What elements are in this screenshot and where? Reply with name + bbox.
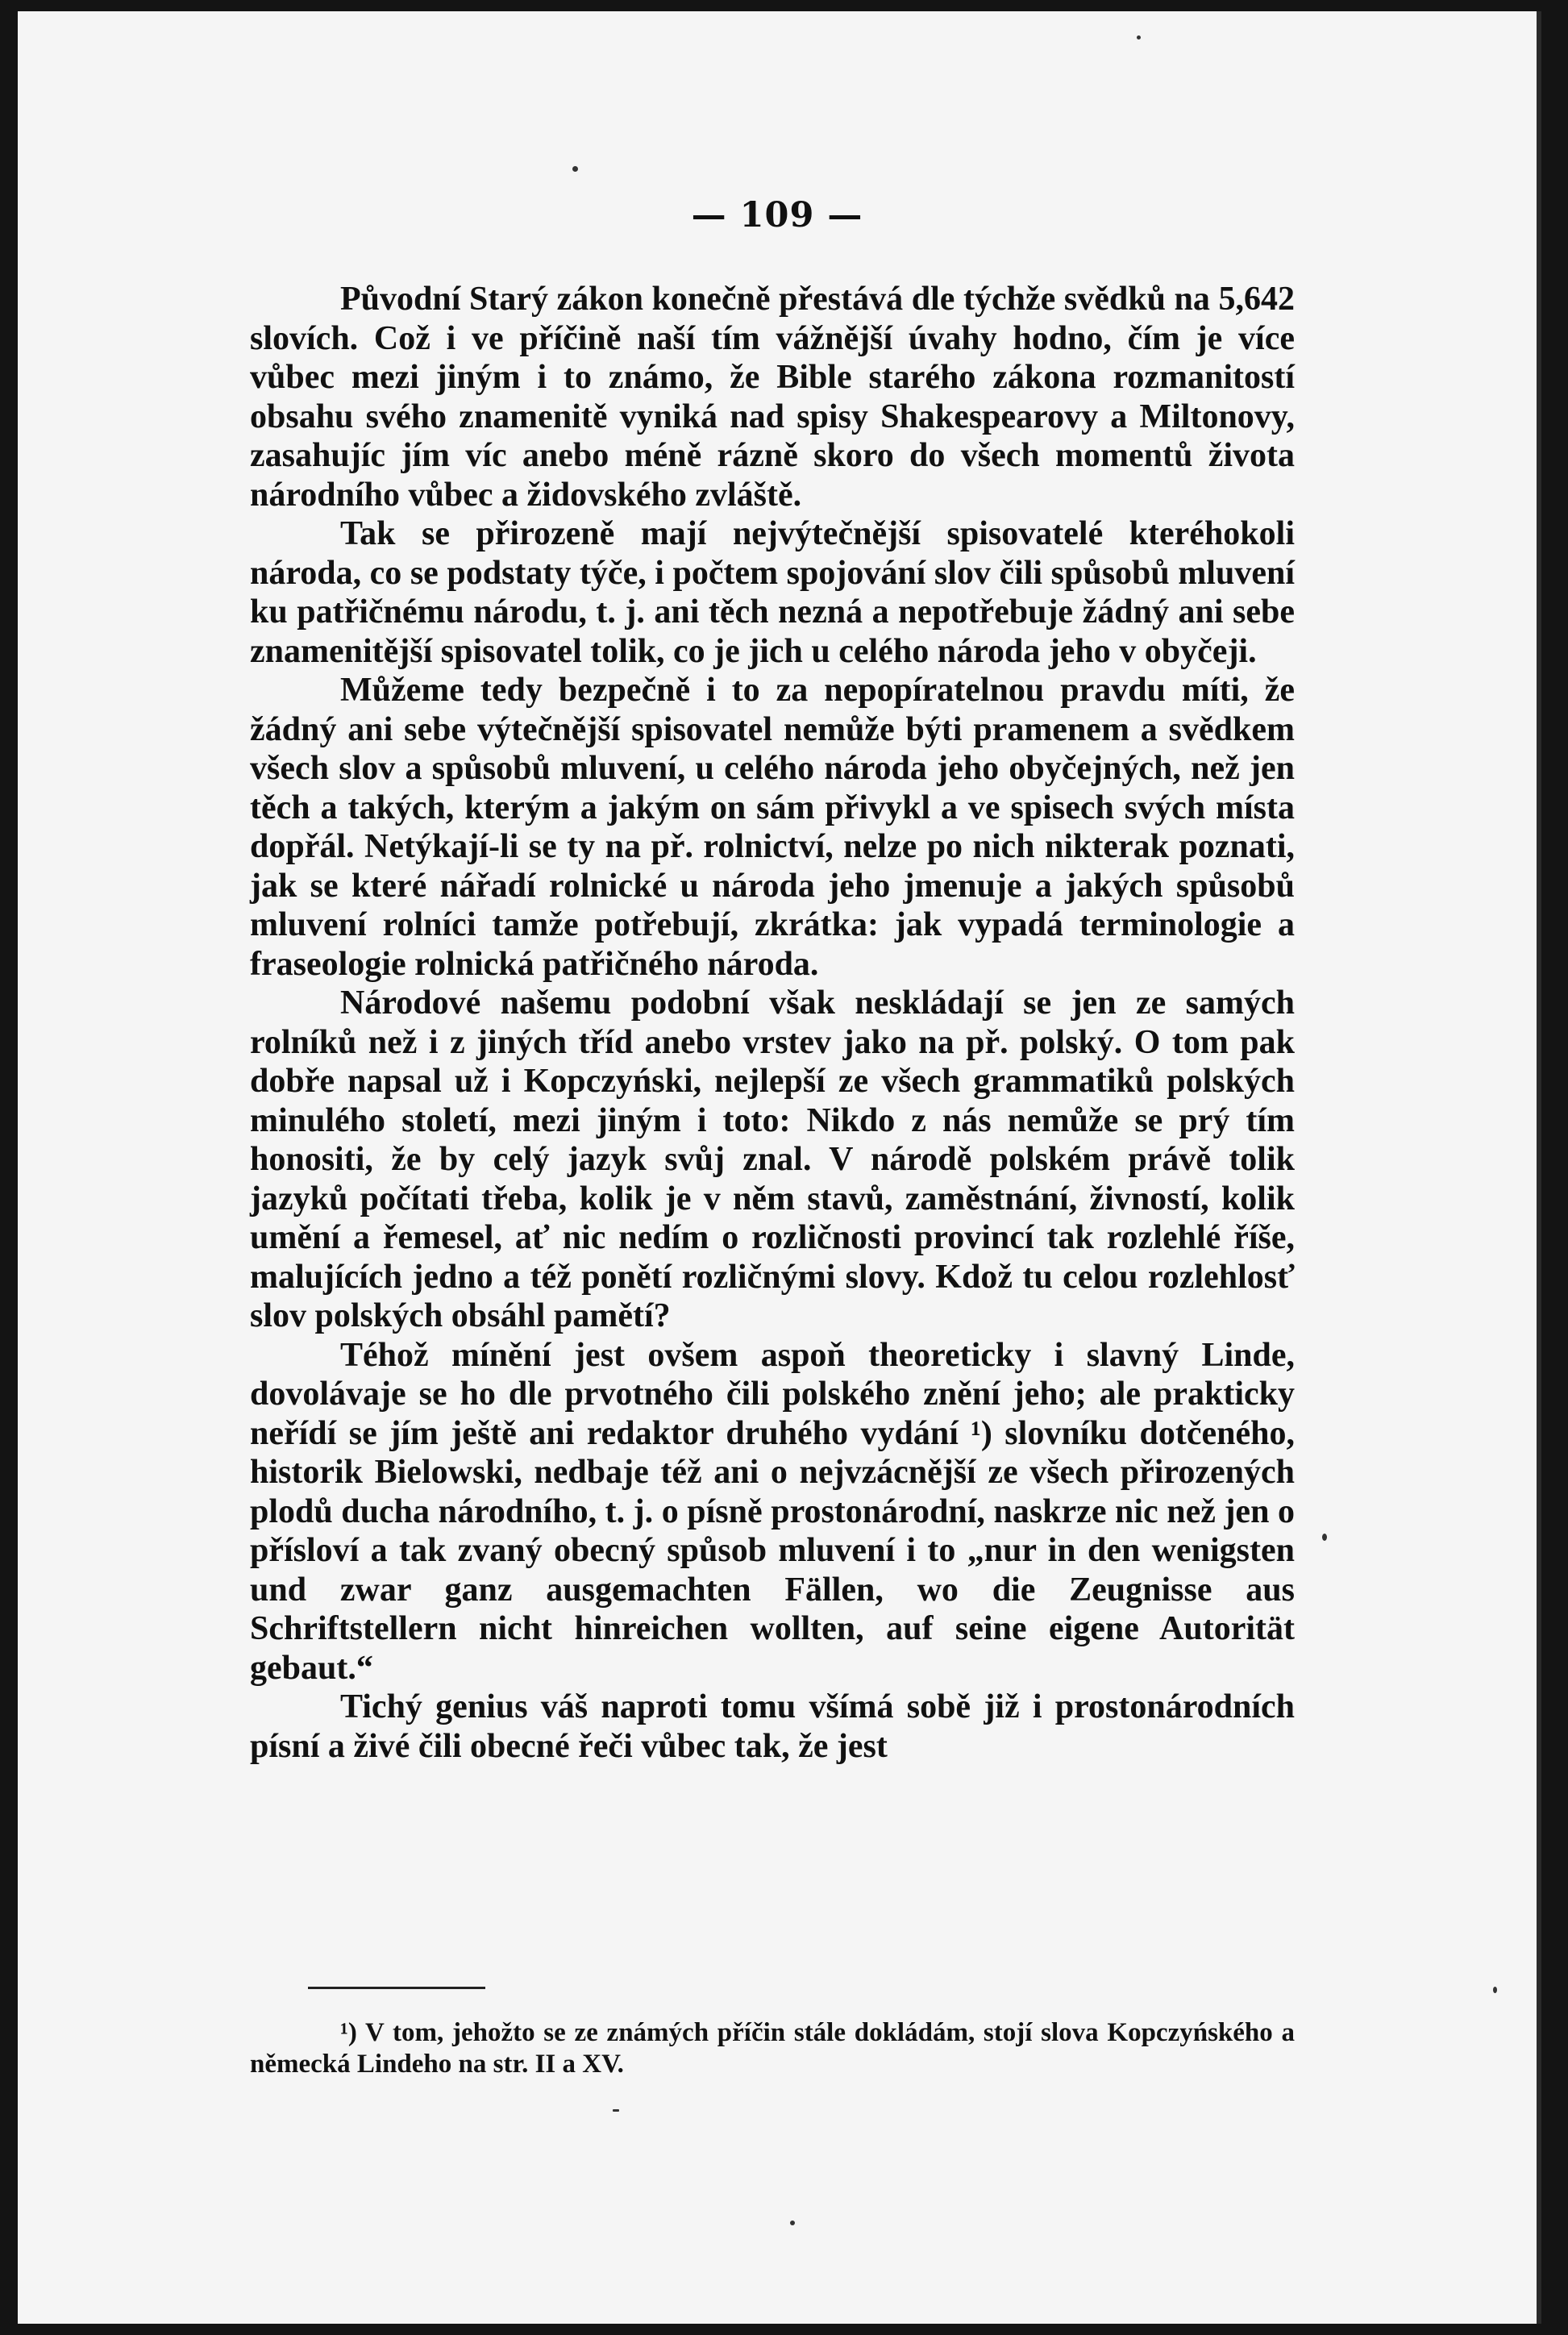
paragraph: Národové našemu podobní však neskládají se jen ze samých rolníků než i z jiných tříd anebo vrstev jako na př. polský. O tom pak dobře napsal už i Kopczyński, nejlepší ze všech grammatiků polských minulého století, mezi jiným i toto: Nikdo z nás nemůže se prý tím honositi, že by celý jazyk svůj znal. V národě polském právě tolik jazyků počítati třeba, kolik je v něm stavů, zaměstnání, živností, kolik umění a řemesel, ať nic nedím o rozličnosti provincí tak rozlehlé říše, malujících jedno a též ponětí rozličnými slovy. Kdož tu celou rozlehlosť slov polských obsáhl pamětí?	[250, 984, 1295, 1334]
ink-speck	[790, 2221, 795, 2225]
footnote	[250, 2017, 1295, 2080]
paragraph: Téhož mínění jest ovšem aspoň theoreticky i slavný Linde, dovolávaje se ho dle prvotného čili polského znění jeho; ale prakticky neřídí se jím ještě ani redaktor druhého vydání ¹) slovníku dotčeného, historik Bielowski, nedbaje též ani o nejvzácnější ze všech přirozených plodů ducha národního, t. j. o písně prostonárodní, naskrze nic než jen o přísloví a tak zvaný obecný spůsob mluvení i to „nur in den wenigsten und zwar ganz ausgemachten Fällen, wo die Zeugnisse aus Schriftstellern nicht hinreichen wollten, auf seine eigene Autorität gebaut.“	[250, 1336, 1295, 1687]
body-text	[250, 280, 1295, 1766]
ink-speck	[1322, 1534, 1327, 1541]
book-page	[18, 11, 1541, 2324]
paragraph: Původní Starý zákon konečně přestává dle týchže svědků na 5,642 slovích. Což i ve příčině naší tím vážnější úvahy hodno, čím je více vůbec mezi jiným i to známo, že Bible starého zákona rozmanitostí obsahu svého znamenitě vyniká nad spisy Shakespearovy a Miltonovy, zasahujíc jím víc anebo méně rázně skoro do všech momentů života národního vůbec a židovského zvláště.	[250, 281, 1295, 514]
footnote-text: ¹) V tom, jehožto se ze známých příčin stále dokládám, stojí slova Kopczyńského a německá Lindeho na str. II a XV.	[250, 2018, 1295, 2079]
paragraph: Můžeme tedy bezpečně i to za nepopíratelnou pravdu míti, že žádný ani sebe výtečnější spisovatel nemůže býti pramenem a svědkem všech slov a spůsobů mluvení, u celého národa jeho obyčejných, než jen těch a takých, kterým a jakým on sám přivykl a ve spisech svých místa dopřál. Netýkají-li se ty na př. rolnictví, nelze po nich nikterak poznati, jak se které nářadí rolnické u národa jeho jmenuje a jakých spůsobů mluvení rolníci tamže potřebují, zkrátka: jak vypadá terminologie a fraseologie rolnická patřičného národa.	[250, 672, 1295, 983]
ink-speck	[613, 2109, 619, 2112]
paragraph: Tichý genius váš naproti tomu všímá sobě již i prostonárodních písní a živé čili obecné řeči vůbec tak, že jest	[250, 1688, 1295, 1765]
footnote-separator	[308, 1987, 485, 1989]
ink-speck	[572, 166, 578, 172]
page-number: — 109 —	[691, 195, 863, 235]
paragraph: Tak se přirozeně mají nejvýtečnější spisovatelé kteréhokoli národa, co se podstaty týče, i počtem spojování slov čili spůsobů mluvení ku patřičnému národu, t. j. ani těch nezná a nepotřebuje žádný ani sebe znamenitější spisovatel tolik, co je jich u celého národa jeho v obyčeji.	[250, 515, 1295, 670]
ink-speck	[1493, 1987, 1497, 1993]
ink-speck	[1137, 35, 1141, 40]
